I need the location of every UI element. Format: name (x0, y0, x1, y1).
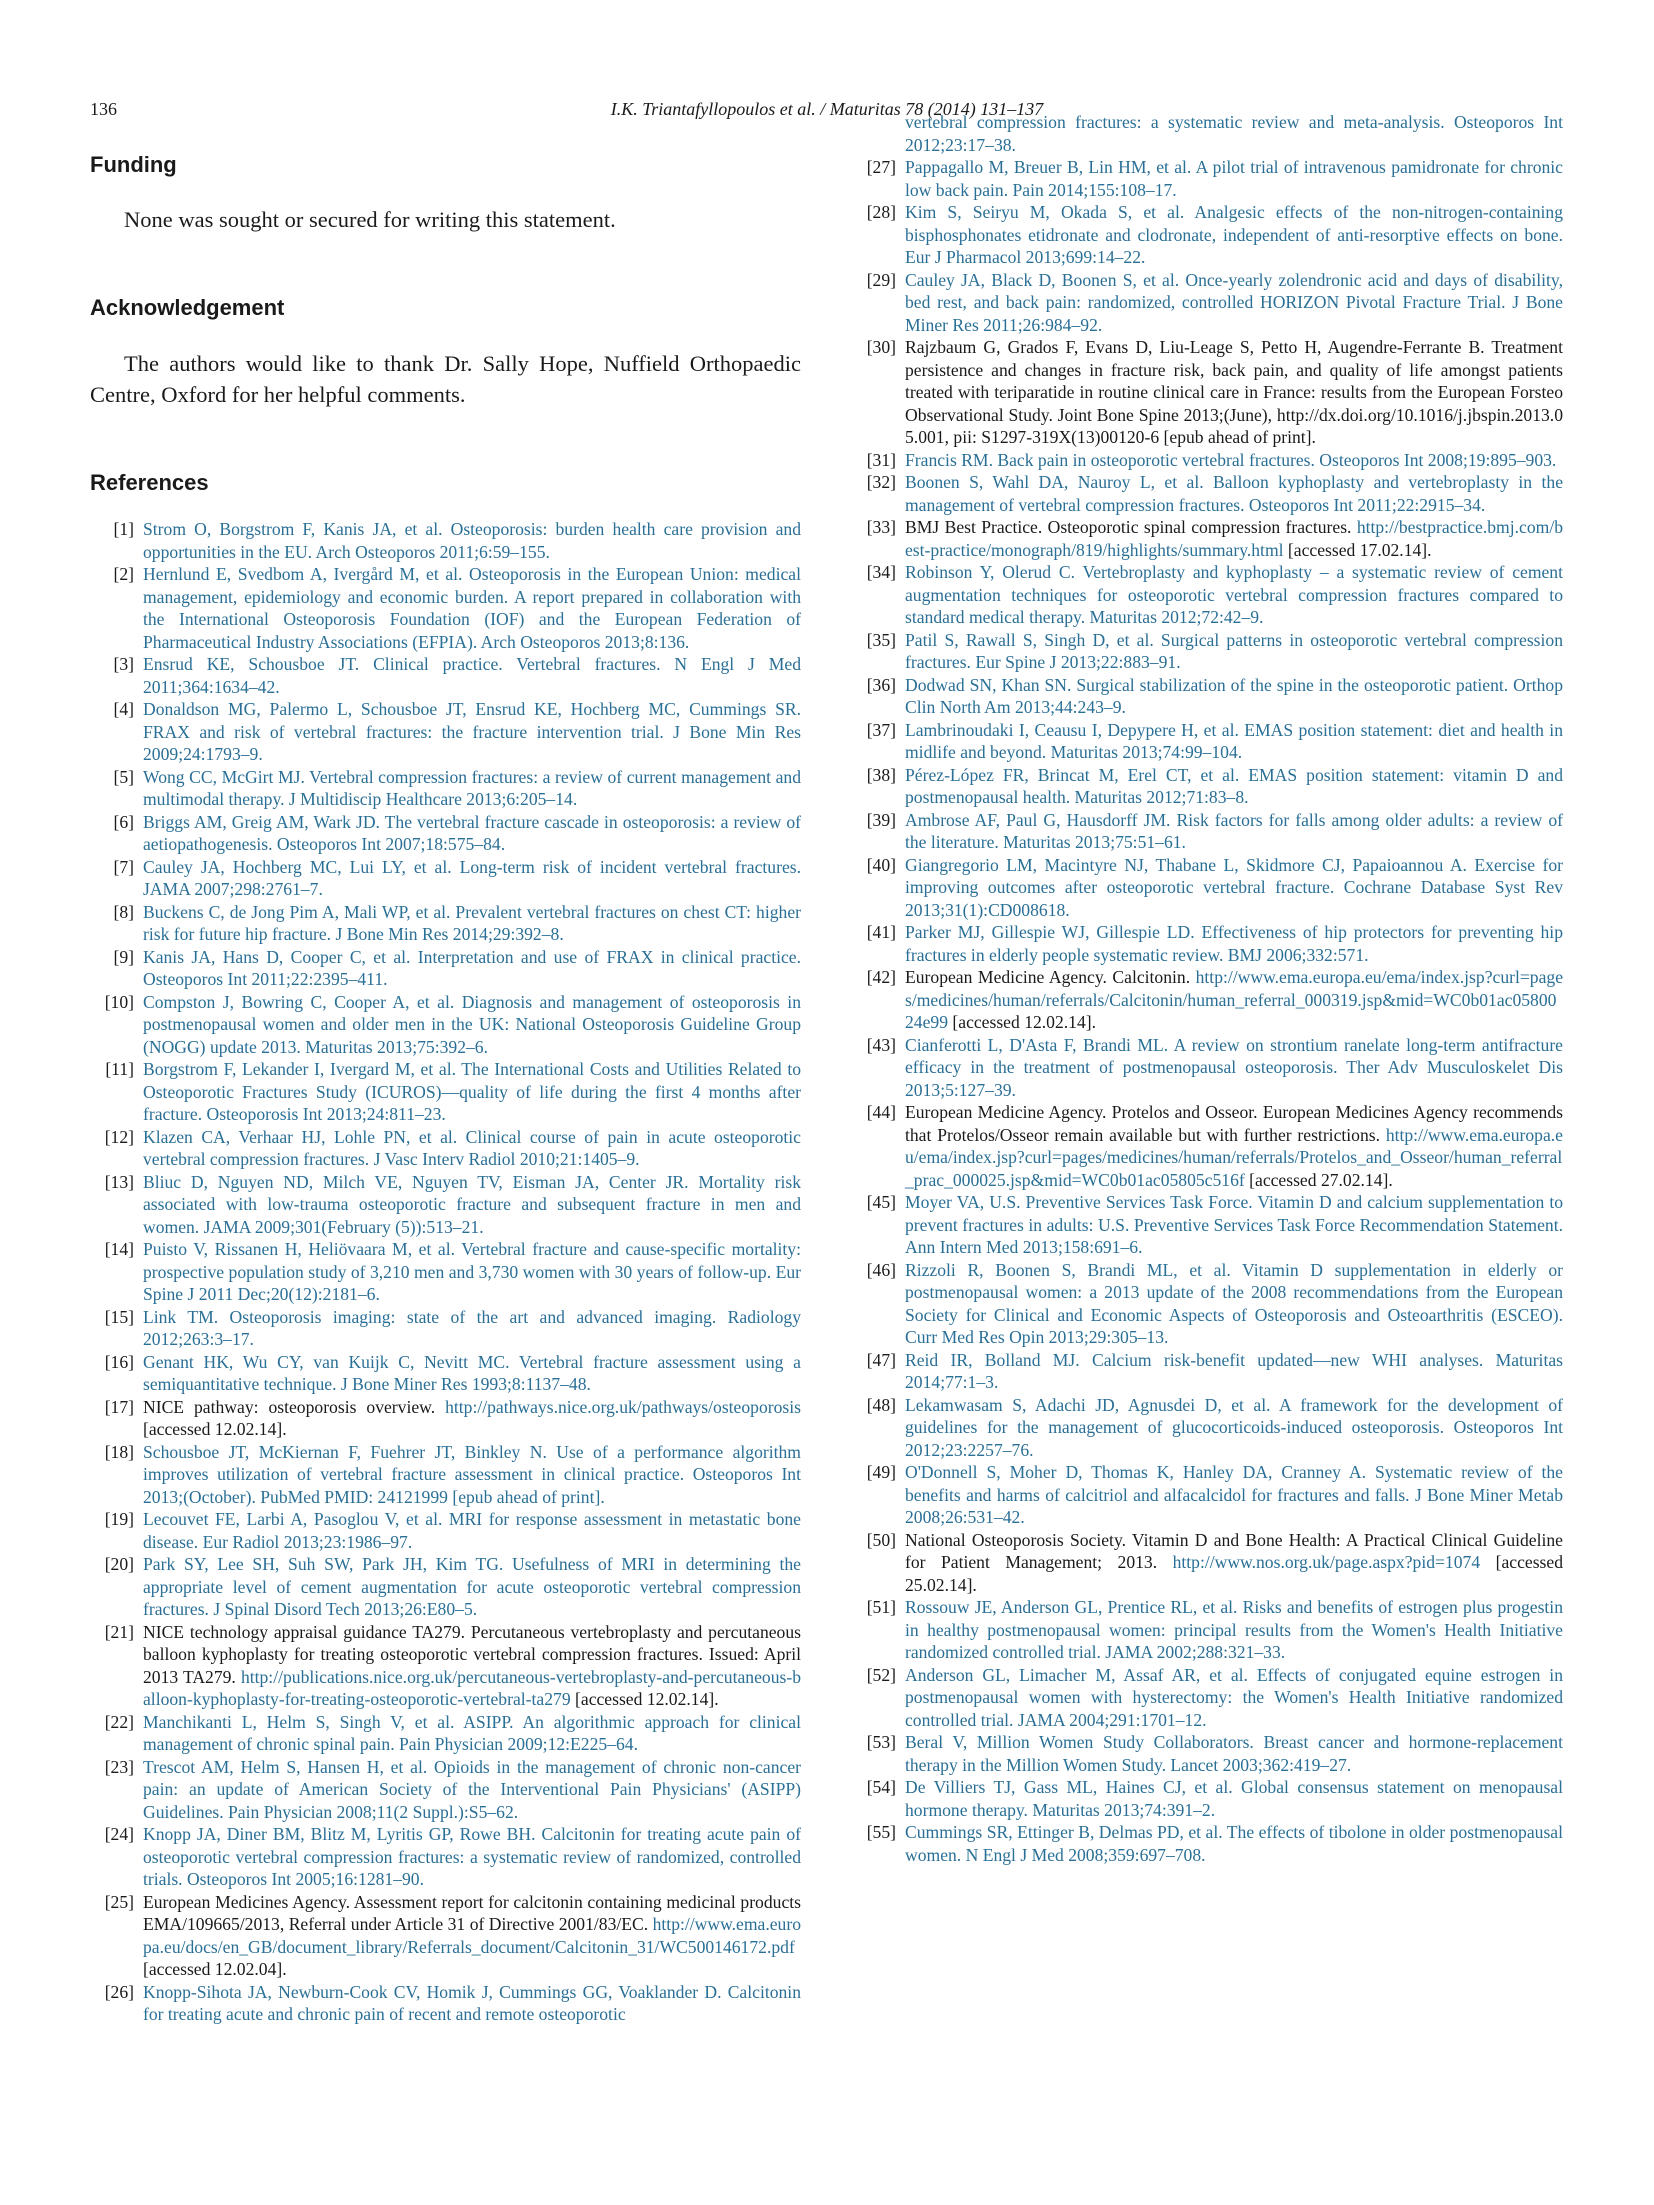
reference-number: [2] (113, 564, 134, 585)
funding-heading: Funding (90, 152, 177, 177)
reference-text: Cummings SR, Ettinger B, Delmas PD, et al. The effects of tibolone in older postmenopausal women. N Engl J Med 2008;359:697–708. (905, 1822, 1563, 1865)
reference-text: Hernlund E, Svedbom A, Ivergård M, et al. Osteoporosis in the European Union: medical management, epidemiology and economic burden. A report prepared in collaboration with the International Osteoporosis Foundation (IOF) and the European Federation of Pharmaceutical Industry Associations (EFPIA). Arch Osteoporos 2013;8:136. (143, 564, 801, 652)
reference-number: [7] (113, 856, 134, 877)
reference-item (852, 1034, 1563, 1102)
reference-item (90, 1396, 801, 1441)
reference-item (90, 811, 801, 856)
reference-access-note: [accessed 12.02.14]. (143, 1419, 287, 1440)
reference-item (90, 1756, 801, 1824)
reference-text: Cianferotti L, D'Asta F, Brandi ML. A review on strontium ranelate long-term antifracture efficacy in the treatment of postmenopausal osteoporosis. Ther Adv Musculoskelet Dis 2013;5:127–39. (905, 1034, 1563, 1100)
reference-text: Link TM. Osteoporosis imaging: state of the art and advanced imaging. Radiology 2012;263:3–17. (143, 1306, 801, 1350)
reference-text: Rizzoli R, Boonen S, Brandi ML, et al. Vitamin D supplementation in elderly or postmenopausal women: a 2013 update of the 2008 recommendations from the European Society for Clinical and Economic Aspects of Osteoporosis and Osteoarthritis (ESCEO). Curr Med Res Opin 2013;29:305–13. (905, 1259, 1563, 1347)
reference-number: [26] (104, 1981, 134, 2002)
reference-item (852, 449, 1563, 472)
reference-item (90, 653, 801, 698)
reference-item (90, 698, 801, 766)
reference-number: [29] (866, 269, 896, 290)
reference-item (852, 561, 1563, 629)
reference-text: Donaldson MG, Palermo L, Schousboe JT, Ensrud KE, Hochberg MC, Cummings SR. FRAX and risk of vertebral fractures: the fracture intervention trial. J Bone Min Res 2009;24:1793–9. (143, 699, 801, 765)
reference-number: [27] (866, 157, 896, 177)
reference-access-note: [accessed 27.02.14]. (1244, 1169, 1393, 1190)
reference-link[interactable]: http://www.ema.europa.eu/ema/index.jsp?curl=pages/medicines/human/referrals/Protelos_and_Osseor/human_referral_prac_000025.jsp&mid=WC0b01ac05805c516f (905, 1124, 1563, 1190)
reference-number: [31] (866, 449, 896, 470)
reference-link[interactable]: http://www.ema.europa.eu/ema/index.jsp?curl=pages/medicines/human/referrals/Calcitonin/human_referral_000319.jsp&mid=WC0b01ac0580024e99 (905, 967, 1563, 1032)
reference-number: [34] (866, 562, 896, 582)
reference-number: [23] (104, 1756, 134, 1777)
reference-text: Buckens C, de Jong Pim A, Mali WP, et al. Prevalent vertebral fractures on chest CT: higher risk for future hip fracture. J Bone Min Res 2014;29:392–8. (143, 901, 801, 945)
reference-number: [9] (113, 946, 134, 967)
reference-item (852, 1394, 1563, 1462)
reference-text: Dodwad SN, Khan SN. Surgical stabilization of the spine in the osteoporotic patient. Orthop Clin North Am 2013;44:243–9. (905, 674, 1563, 717)
reference-item (90, 856, 801, 901)
reference-plain-text: NICE pathway: osteoporosis overview. (143, 1396, 446, 1417)
acknowledgement-text: The authors would like to thank Dr. Sally Hope, Nuffield Orthopaedic Centre, Oxford for her helpful comments. (90, 350, 801, 407)
reference-item (90, 1171, 801, 1239)
reference-item (852, 809, 1563, 854)
reference-item (90, 1981, 801, 2026)
reference-number: [21] (104, 1621, 134, 1642)
reference-number: [15] (104, 1306, 134, 1327)
reference-item (90, 1711, 801, 1756)
reference-text: Lekamwasam S, Adachi JD, Agnusdei D, et al. A framework for the development of guidelines for the management of glucocorticoids-induced osteoporosis. Osteoporos Int 2012;23:2257–76. (905, 1394, 1563, 1460)
reference-text (143, 1621, 801, 1711)
reference-text (143, 1396, 801, 1441)
reference-text: Lambrinoudaki I, Ceausu I, Depypere H, et al. EMAS position statement: diet and health in midlife and beyond. Maturitas 2013;74:99–104. (905, 719, 1563, 762)
reference-number: [41] (866, 922, 896, 942)
reference-number: [42] (866, 967, 896, 987)
reference-item (852, 1731, 1563, 1776)
reference-item (852, 854, 1563, 922)
reference-item (852, 629, 1563, 674)
reference-text: Cauley JA, Hochberg MC, Lui LY, et al. Long-term risk of incident vertebral fractures. JAMA 2007;298:2761–7. (143, 856, 801, 900)
reference-text: Kim S, Seiryu M, Okada S, et al. Analgesic effects of the non-nitrogen-containing bisphosphonates etidronate and clodronate, independent of anti-resorptive effects on bone. Eur J Pharmacol 2013;699:14–22. (905, 202, 1563, 267)
reference-link[interactable]: http://bestpractice.bmj.com/best-practice/monograph/819/highlights/summary.html (905, 517, 1563, 560)
reference-item (852, 201, 1563, 269)
reference-text: Klazen CA, Verhaar HJ, Lohle PN, et al. Clinical course of pain in acute osteoporotic vertebral compression fractures. J Vasc Interv Radiol 2010;21:1405–9. (143, 1126, 801, 1170)
reference-number: [49] (866, 1462, 896, 1482)
reference-number: [40] (866, 854, 896, 875)
reference-text: Robinson Y, Olerud C. Vertebroplasty and kyphoplasty – a systematic review of cement augmentation techniques for osteoporotic vertebral compression fractures compared to standard medical therapy. Maturitas 2012;72:42–9. (905, 562, 1563, 627)
reference-item (852, 156, 1563, 201)
reference-link[interactable]: http://www.ema.europa.eu/docs/en_GB/document_library/Referrals_document/Calcitonin_31/WC500146172.pdf (143, 1914, 801, 1957)
reference-text: Ambrose AF, Paul G, Hausdorff JM. Risk factors for falls among older adults: a review of the literature. Maturitas 2013;75:51–61. (905, 809, 1563, 852)
reference-text: Bliuc D, Nguyen ND, Milch VE, Nguyen TV, Eisman JA, Center JR. Mortality risk associated with low-trauma osteoporotic fracture and subsequent fracture in men and women. JAMA 2009;301(February (5)):513–21. (143, 1171, 801, 1237)
reference-item (852, 764, 1563, 809)
reference-item (90, 1351, 801, 1396)
reference-text: Genant HK, Wu CY, van Kuijk C, Nevitt MC. Vertebral fracture assessment using a semiquantitative technique. J Bone Miner Res 1993;8:1137–48. (143, 1351, 801, 1395)
reference-plain-text: Rajzbaum G, Grados F, Evans D, Liu-Leage S, Petto H, Augendre-Ferrante B. Treatment persistence and changes in fracture risk, back pain, and quality of life amongst patients treated with teriparatide in routine clinical care in France: results from the European Forsteo Observational Study. Joint Bone Spine 2013;(June), (905, 337, 1563, 425)
reference-text: Schousboe JT, McKiernan F, Fuehrer JT, Binkley N. Use of a performance algorithm improves utilization of vertebral fracture assessment in clinical practice. Osteoporos Int 2013;(October). PubMed PMID: 24121999 [epub ahead of print]. (143, 1441, 801, 1507)
reference-number: [12] (104, 1126, 134, 1147)
page-number: 136 (90, 99, 117, 119)
reference-item (90, 1126, 801, 1171)
reference-text: Giangregorio LM, Macintyre NJ, Thabane L, Skidmore CJ, Papaioannou A. Exercise for improving outcomes after osteoporotic vertebral fracture. Cochrane Database Syst Rev 2013;31(1):CD008618. (905, 854, 1563, 920)
reference-access-note: [accessed 12.02.04]. (143, 1959, 287, 1980)
reference-text (905, 516, 1563, 561)
reference-item (852, 921, 1563, 966)
reference-number: [37] (866, 719, 896, 740)
reference-plain-text: NICE technology appraisal guidance TA279. Percutaneous vertebroplasty and percutaneous balloon kyphoplasty for treating osteoporotic vertebral compression fractures. Issued: April 2013 TA279. (143, 1621, 801, 1687)
reference-list-left (90, 518, 801, 2026)
reference-text: Pappagallo M, Breuer B, Lin HM, et al. A pilot trial of intravenous pamidronate for chronic low back pain. Pain 2014;155:108–17. (905, 157, 1563, 200)
reference-text (905, 336, 1563, 449)
reference-item (90, 1553, 801, 1621)
reference-number: [48] (866, 1394, 896, 1415)
reference-number: [55] (866, 1822, 896, 1842)
reference-item (852, 674, 1563, 719)
reference-text: O'Donnell S, Moher D, Thomas K, Hanley DA, Cranney A. Systematic review of the benefits and harms of calcitriol and alfacalcidol for fractures and falls. J Bone Miner Metab 2008;26:531–42. (905, 1462, 1563, 1527)
left-column (90, 152, 801, 2026)
reference-number: [25] (104, 1891, 134, 1912)
reference-number: [45] (866, 1192, 896, 1212)
reference-number: [30] (866, 337, 896, 357)
reference-number: [47] (866, 1349, 896, 1370)
reference-number: [39] (866, 809, 896, 830)
reference-item (90, 991, 801, 1059)
reference-item (852, 1596, 1563, 1664)
reference-text: Parker MJ, Gillespie WJ, Gillespie LD. Effectiveness of hip protectors for preventing hip fractures in elderly people systematic review. BMJ 2006;332:571. (905, 922, 1563, 965)
reference-text: Borgstrom F, Lekander I, Ivergard M, et al. The International Costs and Utilities Related to Osteoporotic Fractures Study (ICUROS)—quality of life during the first 4 months after fracture. Osteoporosis Int 2013;24:811–23. (143, 1059, 801, 1125)
reference-continuation-text: vertebral compression fractures: a systematic review and meta-analysis. Osteoporos Int 2012;23:17–38. (905, 112, 1563, 155)
reference-number: [52] (866, 1664, 896, 1685)
reference-item (852, 1461, 1563, 1529)
reference-number: [18] (104, 1441, 134, 1462)
reference-item (852, 1664, 1563, 1732)
reference-item (90, 1891, 801, 1981)
reference-number: [22] (104, 1711, 134, 1732)
reference-plain-text: National Osteoporosis Society. Vitamin D and Bone Health: A Practical Clinical Guideline for Patient Management; 2013. (905, 1529, 1563, 1572)
running-header: I.K. Triantafyllopoulos et al. / Maturitas 78 (2014) 131–137 (610, 99, 1044, 119)
reference-access-note: [accessed 17.02.14]. (1283, 539, 1432, 560)
acknowledgement-heading: Acknowledgement (90, 295, 285, 321)
reference-number: [14] (104, 1239, 134, 1260)
reference-number: [16] (104, 1351, 134, 1372)
reference-link[interactable]: http://dx.doi.org/10.1016/j.jbspin.2013.05.001 (905, 404, 1563, 447)
reference-number: [10] (104, 991, 134, 1012)
reference-text: Francis RM. Back pain in osteoporotic vertebral fractures. Osteoporos Int 2008;19:895–903. (905, 449, 1557, 470)
reference-number: [1] (113, 519, 134, 540)
reference-plain-text: European Medicine Agency. Protelos and Osseor. European Medicines Agency recommends that Protelos/Osseor remain available but with further restrictions. (905, 1102, 1563, 1145)
reference-continuation (852, 111, 1563, 156)
reference-item (852, 1191, 1563, 1259)
reference-text: Lecouvet FE, Larbi A, Pasoglou V, et al. MRI for response assessment in metastatic bone disease. Eur Radiol 2013;23:1986–97. (143, 1509, 801, 1552)
funding-text: None was sought or secured for writing this statement. (124, 207, 616, 233)
reference-item (90, 1621, 801, 1711)
reference-text: Patil S, Rawall S, Singh D, et al. Surgical patterns in osteoporotic vertebral compression fractures. Eur Spine J 2013;22:883–91. (905, 629, 1563, 672)
reference-item (90, 766, 801, 811)
reference-text: Knopp-Sihota JA, Newburn-Cook CV, Homik J, Cummings GG, Voaklander D. Calcitonin for treating acute and chronic pain of recent and remote osteoporotic (143, 1981, 801, 2025)
reference-number: [50] (866, 1529, 896, 1550)
reference-text (905, 966, 1563, 1034)
reference-text: Ensrud KE, Schousboe JT. Clinical practice. Vertebral fractures. N Engl J Med 2011;364:1634–42. (143, 654, 801, 697)
reference-number: [36] (866, 674, 896, 695)
reference-number: [19] (104, 1509, 134, 1530)
reference-access-note: [accessed 12.02.14]. (948, 1012, 1097, 1032)
reference-item (852, 966, 1563, 1034)
reference-item (852, 336, 1563, 449)
reference-number: [46] (866, 1259, 896, 1280)
reference-plain-text: European Medicine Agency. Calcitonin. (905, 967, 1196, 987)
reference-plain-text: BMJ Best Practice. Osteoporotic spinal compression fractures. (905, 517, 1357, 537)
reference-number: [6] (113, 811, 134, 832)
reference-item (90, 1508, 801, 1553)
references-heading: References (90, 469, 209, 495)
reference-item (90, 901, 801, 946)
reference-text: Moyer VA, U.S. Preventive Services Task Force. Vitamin D and calcium supplementation to prevent fractures in adults: U.S. Preventive Services Task Force Recommendation Statement. Ann Intern Med 2013;158:691–6. (905, 1192, 1563, 1257)
reference-number: [53] (866, 1732, 896, 1752)
reference-number: [33] (866, 517, 896, 537)
reference-item (852, 471, 1563, 516)
reference-item (852, 719, 1563, 764)
reference-number: [38] (866, 764, 896, 785)
reference-text: Reid IR, Bolland MJ. Calcium risk-benefit updated—new WHI analyses. Maturitas 2014;77:1–3. (905, 1349, 1563, 1392)
reference-item (90, 1306, 801, 1351)
reference-number: [35] (866, 629, 896, 650)
reference-text: Anderson GL, Limacher M, Assaf AR, et al. Effects of conjugated equine estrogen in postmenopausal women with hysterectomy: the Women's Health Initiative randomized controlled trial. JAMA 2004;291:1701–12. (905, 1664, 1563, 1730)
reference-link[interactable]: http://pathways.nice.org.uk/pathways/osteoporosis (445, 1396, 801, 1417)
reference-number: [54] (866, 1777, 896, 1797)
reference-item (852, 269, 1563, 337)
reference-text: Manchikanti L, Helm S, Singh V, et al. ASIPP. An algorithmic approach for clinical management of chronic spinal pain. Pain Physician 2009;12:E225–64. (143, 1711, 801, 1755)
reference-item (90, 1238, 801, 1306)
reference-item (852, 1101, 1563, 1191)
reference-item (90, 1058, 801, 1126)
reference-text: Beral V, Million Women Study Collaborators. Breast cancer and hormone-replacement therapy in the Million Women Study. Lancet 2003;362:419–27. (905, 1732, 1563, 1775)
reference-number: [43] (866, 1034, 896, 1055)
reference-text (905, 1529, 1563, 1597)
reference-item (852, 516, 1563, 561)
reference-list-right (852, 156, 1563, 1866)
reference-text: Compston J, Bowring C, Cooper A, et al. Diagnosis and management of osteoporosis in postmenopausal women and older men in the UK: National Osteoporosis Guideline Group (NOGG) update 2013. Maturitas 2013;75:392–6. (143, 991, 801, 1057)
reference-text: Park SY, Lee SH, Suh SW, Park JH, Kim TG. Usefulness of MRI in determining the appropriate level of cement augmentation for acute osteoporotic vertebral compression fractures. J Spinal Disord Tech 2013;26:E80–5. (143, 1554, 801, 1620)
reference-text: Puisto V, Rissanen H, Heliövaara M, et al. Vertebral fracture and cause-specific mortality: prospective population study of 3,210 men and 3,730 women with 30 years of follow-up. Eur Spine J 2011 Dec;20(12):2181–6. (143, 1239, 801, 1305)
reference-item (852, 1776, 1563, 1821)
reference-item (90, 563, 801, 653)
reference-number: [32] (866, 472, 896, 492)
reference-text: Rossouw JE, Anderson GL, Prentice RL, et al. Risks and benefits of estrogen plus progestin in healthy postmenopausal women: principal results from the Women's Health Initiative randomized controlled trial. JAMA 2002;288:321–33. (905, 1597, 1563, 1662)
reference-text: Cauley JA, Black D, Boonen S, et al. Once-yearly zolendronic acid and days of disability, bed rest, and back pain: randomized, controlled HORIZON Pivotal Fracture Trial. J Bone Miner Res 2011;26:984–92. (905, 269, 1563, 335)
reference-number: [28] (866, 202, 896, 222)
reference-number: [11] (105, 1059, 134, 1080)
reference-number: [51] (866, 1597, 896, 1617)
reference-number: [20] (104, 1554, 134, 1575)
reference-link[interactable]: http://www.nos.org.uk/page.aspx?pid=1074 (1172, 1552, 1481, 1572)
reference-number: [4] (113, 699, 134, 720)
reference-number: [3] (113, 654, 134, 675)
reference-number: [5] (113, 766, 134, 787)
right-column (852, 111, 1563, 1866)
reference-item (90, 946, 801, 991)
reference-number: [13] (104, 1171, 134, 1192)
reference-text: Strom O, Borgstrom F, Kanis JA, et al. Osteoporosis: burden health care provision and opportunities in the EU. Arch Osteoporos 2011;6:59–155. (143, 519, 801, 562)
reference-number: [8] (113, 901, 134, 922)
reference-access-note: , pii: S1297-319X(13)00120-6 [epub ahead of print]. (944, 427, 1316, 447)
reference-item (90, 1823, 801, 1891)
reference-text: Trescot AM, Helm S, Hansen H, et al. Opioids in the management of chronic non-cancer pain: an update of American Society of the Interventional Pain Physicians' (ASIPP) Guidelines. Pain Physician 2008;11(2 Suppl.):S5–62. (143, 1756, 801, 1822)
reference-text: Boonen S, Wahl DA, Nauroy L, et al. Balloon kyphoplasty and vertebroplasty in the management of vertebral compression fractures. Osteoporos Int 2011;22:2915–34. (905, 472, 1563, 515)
reference-text: Pérez-López FR, Brincat M, Erel CT, et al. EMAS position statement: vitamin D and postmenopausal health. Maturitas 2012;71:83–8. (905, 764, 1563, 807)
reference-plain-text: European Medicines Agency. Assessment report for calcitonin containing medicinal products EMA/109665/2013, Referral under Article 31 of Directive 2001/83/EC. (143, 1891, 801, 1935)
reference-item (852, 1821, 1563, 1866)
reference-text: Wong CC, McGirt MJ. Vertebral compression fractures: a review of current management and multimodal therapy. J Multidiscip Healthcare 2013;6:205–14. (143, 766, 801, 810)
reference-item (852, 1529, 1563, 1597)
reference-text: Kanis JA, Hans D, Cooper C, et al. Interpretation and use of FRAX in clinical practice. Osteoporos Int 2011;22:2395–411. (143, 946, 801, 990)
reference-number: [24] (104, 1824, 134, 1845)
reference-text: De Villiers TJ, Gass ML, Haines CJ, et al. Global consensus statement on menopausal hormone therapy. Maturitas 2013;74:391–2. (905, 1777, 1563, 1820)
reference-item (90, 518, 801, 563)
reference-item (852, 1259, 1563, 1349)
reference-text (905, 1101, 1563, 1191)
reference-text (143, 1891, 801, 1981)
reference-text: Knopp JA, Diner BM, Blitz M, Lyritis GP, Rowe BH. Calcitonin for treating acute pain of osteoporotic vertebral compression fractures: a systematic review of randomized, controlled trials. Osteoporos Int 2005;16:1281–90. (143, 1824, 801, 1890)
reference-number: [17] (104, 1396, 134, 1417)
reference-item (852, 1349, 1563, 1394)
reference-text: Briggs AM, Greig AM, Wark JD. The vertebral fracture cascade in osteoporosis: a review of aetiopathogenesis. Osteoporos Int 2007;18:575–84. (143, 811, 801, 855)
reference-access-note: [accessed 12.02.14]. (570, 1689, 719, 1710)
reference-item (90, 1441, 801, 1509)
reference-access-note: [accessed 25.02.14]. (905, 1552, 1563, 1595)
reference-number: [44] (866, 1102, 896, 1122)
reference-link[interactable]: http://publications.nice.org.uk/percutaneous-vertebroplasty-and-percutaneous-balloon-kyphoplasty-for-treating-osteoporotic-vertebral-ta279 (143, 1666, 801, 1710)
